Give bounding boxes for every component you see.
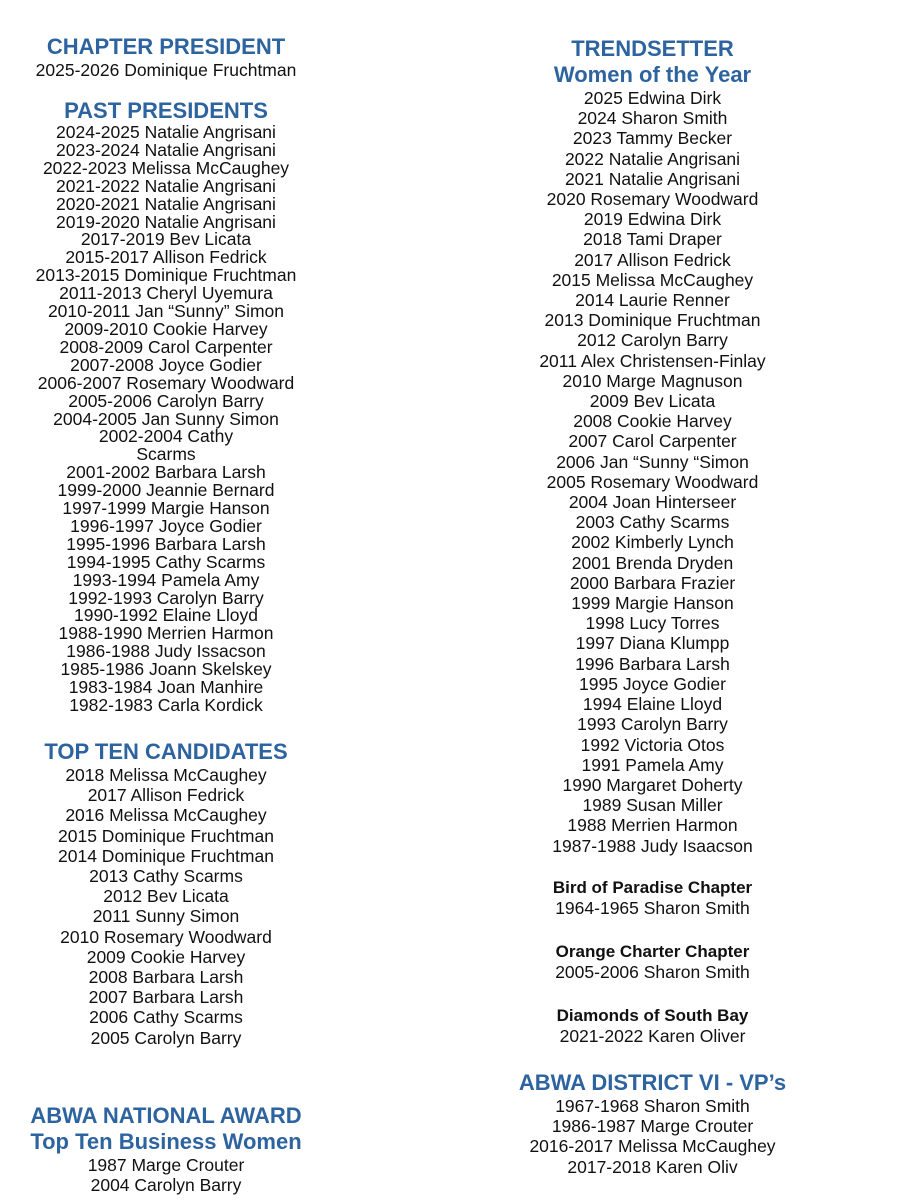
district-vi-list bbox=[495, 1096, 810, 1177]
trendsetter-list bbox=[495, 88, 810, 856]
diamonds-list bbox=[495, 1026, 810, 1046]
trendsetter-item: 2018 Tami Draper bbox=[583, 229, 722, 250]
past-president-item: 1982-1983 Carla Kordick bbox=[69, 695, 263, 715]
past-president-item: 2013-2015 Dominique Fruchtman bbox=[35, 265, 297, 286]
trendsetter-item: 2019 Edwina Dirk bbox=[583, 209, 722, 230]
past-presidents-section bbox=[0, 98, 332, 715]
trendsetter-item: 2001 Brenda Dryden bbox=[571, 552, 734, 573]
past-president-item: 1988-1990 Merrien Harmon bbox=[58, 623, 274, 644]
past-president-item: 1994-1995 Cathy Scarms bbox=[66, 551, 266, 572]
trendsetter-heading: TRENDSETTER bbox=[571, 36, 734, 61]
diamonds-heading: Diamonds of South Bay bbox=[556, 1006, 749, 1025]
trendsetter-item: 2011 Alex Christensen-Finlay bbox=[539, 350, 766, 371]
past-president-item: 1995-1996 Barbara Larsh bbox=[66, 533, 266, 554]
trendsetter-item: 2022 Natalie Angrisani bbox=[564, 148, 741, 169]
past-president-item: 2004-2005 Jan Sunny Simon bbox=[53, 408, 279, 429]
top-ten-candidates-section bbox=[0, 739, 332, 1048]
national-award-subheading: Top Ten Business Women bbox=[30, 1129, 302, 1154]
trendsetter-item: 2003 Cathy Scarms bbox=[575, 512, 730, 533]
trendsetter-item: 2007 Carol Carpenter bbox=[568, 431, 737, 452]
past-president-item: 1986-1988 Judy Issacson bbox=[66, 641, 266, 662]
trendsetter-item: 1994 Elaine Lloyd bbox=[582, 694, 723, 715]
past-president-item: 1992-1993 Carolyn Barry bbox=[68, 587, 264, 608]
past-president-item: 2019-2020 Natalie Angrisani bbox=[56, 211, 276, 232]
orange-charter-heading: Orange Charter Chapter bbox=[555, 942, 750, 961]
district-vi-item: 1986-1987 Marge Crouter bbox=[551, 1116, 754, 1137]
candidate-item: 2018 Melissa McCaughey bbox=[65, 765, 267, 785]
top-ten-candidates-heading: TOP TEN CANDIDATES bbox=[44, 739, 288, 764]
trendsetter-item: 1989 Susan Miller bbox=[582, 795, 723, 816]
past-president-item: 1990-1992 Elaine Lloyd bbox=[74, 605, 258, 626]
chapter-president-section bbox=[0, 34, 332, 80]
national-award-heading: ABWA NATIONAL AWARD bbox=[30, 1103, 302, 1128]
past-president-item: 2011-2013 Cheryl Uyemura bbox=[59, 283, 273, 304]
district-vi-item: 2017-2018 Karen Oliv bbox=[567, 1156, 738, 1177]
trendsetter-section bbox=[495, 36, 810, 856]
candidate-item: 2009 Cookie Harvey bbox=[86, 946, 246, 967]
past-president-item: 1999-2000 Jeannie Bernard bbox=[57, 480, 275, 501]
past-president-item: 1997-1999 Margie Hanson bbox=[62, 498, 270, 519]
past-president-item: 2010-2011 Jan “Sunny” Simon bbox=[47, 301, 285, 322]
past-presidents-list bbox=[0, 124, 332, 715]
past-president-item: 1985-1986 Joann Skelskey bbox=[60, 659, 272, 680]
candidate-item: 2005 Carolyn Barry bbox=[90, 1027, 242, 1048]
trendsetter-item: 2009 Bev Licata bbox=[589, 391, 716, 412]
candidate-item: 2010 Rosemary Woodward bbox=[60, 926, 272, 947]
trendsetter-item: 2012 Carolyn Barry bbox=[577, 330, 728, 351]
trendsetter-item: 1988 Merrien Harmon bbox=[567, 815, 738, 836]
trendsetter-item: 2023 Tammy Becker bbox=[572, 128, 733, 149]
past-president-item: 2017-2019 Bev Licata bbox=[80, 229, 252, 250]
past-president-item: 2007-2008 Joyce Godier bbox=[70, 354, 262, 375]
trendsetter-item: 2024 Sharon Smith bbox=[577, 108, 728, 129]
candidate-item: 2014 Dominique Fruchtman bbox=[58, 845, 274, 866]
orange-charter-list bbox=[495, 962, 810, 982]
trendsetter-item: 2000 Barbara Frazier bbox=[569, 572, 736, 593]
top-ten-candidates-list bbox=[0, 765, 332, 1048]
trendsetter-item: 1998 Lucy Torres bbox=[585, 613, 720, 634]
bird-of-paradise-heading: Bird of Paradise Chapter bbox=[552, 878, 753, 897]
district-vi-item: 1967-1968 Sharon Smith bbox=[555, 1096, 750, 1116]
trendsetter-item: 2006 Jan “Sunny “Simon bbox=[556, 451, 749, 472]
trendsetter-item: 2005 Rosemary Woodward bbox=[546, 471, 759, 492]
trendsetter-item: 1993 Carolyn Barry bbox=[577, 714, 728, 735]
trendsetter-item: 2013 Dominique Fruchtman bbox=[544, 310, 761, 331]
candidate-item: 2017 Allison Fedrick bbox=[87, 785, 245, 806]
trendsetter-item: 2008 Cookie Harvey bbox=[573, 411, 732, 432]
diamonds-section bbox=[495, 1006, 810, 1046]
bird-of-paradise-section bbox=[495, 878, 810, 918]
trendsetter-item: 1997 Diana Klumpp bbox=[575, 633, 730, 654]
national-award-item: 2004 Carolyn Barry bbox=[90, 1175, 242, 1196]
past-president-item: 2021-2022 Natalie Angrisani bbox=[56, 175, 276, 196]
past-president-item: 2023-2024 Natalie Angrisani bbox=[56, 139, 276, 160]
past-president-item: 1983-1984 Joan Manhire bbox=[68, 677, 264, 698]
past-president-item: 2001-2002 Barbara Larsh bbox=[66, 462, 266, 483]
district-vi-item: 2016-2017 Melissa McCaughey bbox=[529, 1136, 776, 1157]
orange-charter-item: 2005-2006 Sharon Smith bbox=[555, 962, 750, 982]
orange-charter-section bbox=[495, 942, 810, 982]
past-president-item: 2024-2025 Natalie Angrisani bbox=[56, 122, 276, 142]
chapter-president-heading: CHAPTER PRESIDENT bbox=[46, 34, 286, 59]
candidate-item: 2006 Cathy Scarms bbox=[89, 1007, 243, 1028]
past-president-item: 2008-2009 Carol Carpenter bbox=[59, 336, 273, 357]
chapter-president-name: 2025-2026 Dominique Fruchtman bbox=[35, 60, 297, 80]
past-president-item: 2020-2021 Natalie Angrisani bbox=[56, 193, 276, 214]
past-president-item: 1993-1994 Pamela Amy bbox=[72, 569, 260, 590]
trendsetter-item: 1992 Victoria Otos bbox=[580, 734, 725, 755]
past-president-item: 2009-2010 Cookie Harvey bbox=[64, 318, 268, 339]
diamonds-item: 2021-2022 Karen Oliver bbox=[559, 1026, 746, 1046]
past-president-item: 2005-2006 Carolyn Barry bbox=[68, 390, 264, 411]
district-vi-section bbox=[495, 1070, 810, 1177]
national-award-item: 1987 Marge Crouter bbox=[87, 1155, 245, 1175]
trendsetter-item: 2017 Allison Fedrick bbox=[574, 249, 731, 270]
trendsetter-item: 2021 Natalie Angrisani bbox=[564, 168, 741, 189]
candidate-item: 2008 Barbara Larsh bbox=[88, 967, 244, 988]
trendsetter-item: 2014 Laurie Renner bbox=[575, 290, 730, 311]
trendsetter-subheading: Women of the Year bbox=[553, 62, 752, 87]
trendsetter-item: 2015 Melissa McCaughey bbox=[551, 269, 754, 290]
past-president-item: 2002-2004 Cathy bbox=[98, 426, 234, 447]
trendsetter-item: 2010 Marge Magnuson bbox=[562, 370, 743, 391]
national-award-list bbox=[0, 1155, 332, 1195]
past-president-item: 1996-1997 Joyce Godier bbox=[70, 515, 262, 536]
trendsetter-item: 2025 Edwina Dirk bbox=[583, 88, 722, 108]
bird-of-paradise-item: 1964-1965 Sharon Smith bbox=[555, 898, 750, 918]
trendsetter-item: 1995 Joyce Godier bbox=[579, 673, 726, 694]
past-president-item: 2006-2007 Rosemary Woodward bbox=[37, 372, 295, 393]
candidate-item: 2011 Sunny Simon bbox=[92, 906, 240, 927]
candidate-item: 2013 Cathy Scarms bbox=[89, 866, 243, 887]
trendsetter-item: 2002 Kimberly Lynch bbox=[571, 532, 734, 553]
candidate-item: 2016 Melissa McCaughey bbox=[65, 805, 267, 826]
trendsetter-item: 1999 Margie Hanson bbox=[571, 593, 734, 614]
trendsetter-item: 1990 Margaret Doherty bbox=[562, 774, 743, 795]
bird-of-paradise-list bbox=[495, 898, 810, 918]
past-president-item: 2015-2017 Allison Fedrick bbox=[65, 247, 267, 268]
trendsetter-item: 1996 Barbara Larsh bbox=[575, 653, 730, 674]
trendsetter-item: 2020 Rosemary Woodward bbox=[546, 189, 759, 210]
past-president-item: Scarms bbox=[136, 444, 196, 465]
candidate-item: 2015 Dominique Fruchtman bbox=[58, 825, 274, 846]
trendsetter-item: 2004 Joan Hinterseer bbox=[568, 492, 737, 513]
trendsetter-item: 1991 Pamela Amy bbox=[581, 754, 724, 775]
national-award-section bbox=[0, 1103, 332, 1195]
candidate-item: 2012 Bev Licata bbox=[103, 886, 229, 907]
past-presidents-heading: PAST PRESIDENTS bbox=[64, 98, 268, 123]
past-president-item: 2022-2023 Melissa McCaughey bbox=[42, 157, 290, 178]
trendsetter-item: 1987-1988 Judy Isaacson bbox=[552, 835, 753, 856]
district-vi-heading: ABWA DISTRICT VI - VP’s bbox=[518, 1070, 787, 1095]
candidate-item: 2007 Barbara Larsh bbox=[88, 987, 244, 1008]
